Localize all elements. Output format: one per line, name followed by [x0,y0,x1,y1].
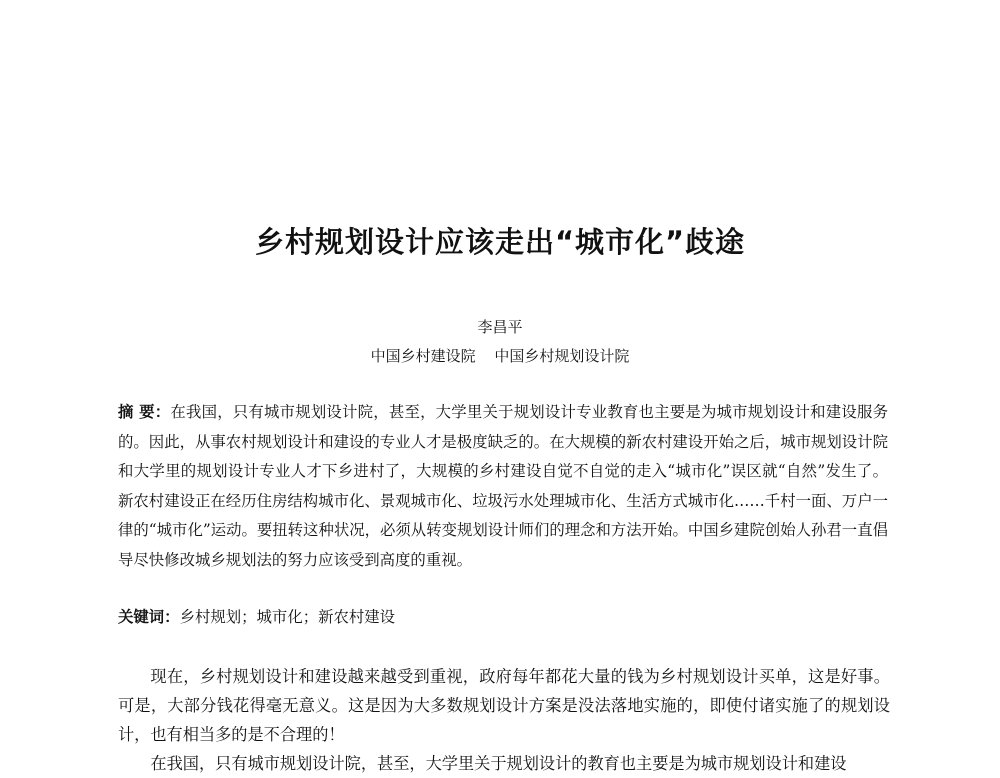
body-paragraph: 现在，乡村规划设计和建设越来越受到重视，政府每年都花大量的钱为乡村规划设计买单，这是好事。可是，大部分钱花得毫无意义。这是因为大多数规划设计方案是没法落地实施的，即使付诸实施了的规划设计，也有相当多的是不合理的！ [118,667,890,744]
article-title: 乡村规划设计应该走出“城市化”歧途 [254,225,746,259]
abstract [118,398,888,575]
article-body [118,662,890,778]
body-paragraph: 在我国，只有城市规划设计院，甚至，大学里关于规划设计的教育也主要是为城市规划设计和建设 [150,754,847,773]
keywords-text: 乡村规划；城市化；新农村建设 [179,608,396,626]
keywords [118,605,888,627]
abstract-text: 在我国，只有城市规划设计院，甚至，大学里关于规划设计专业教育也主要是为城市规划设计和建设服务的。因此，从事农村规划设计和建设的专业人才是极度缺乏的。在大规模的新农村建设开始之后，城市规划设计院和大学里的规划设计专业人才下乡进村了，大规模的乡村建设自觉不自觉的走入“城市化”误区就“自然”发生了。新农村建设正在经历住房结构城市化、景观城市化、垃圾污水处理城市化、生活方式城市化……千村一面、万户一律的“城市化”运动。要扭转这种状况，必须从转变规划设计师们的理念和方法开始。中国乡建院创始人孙君一直倡导尽快修改城乡规划法的努力应该受到高度的重视。 [118,403,888,569]
author-name: 李昌平 [477,318,523,336]
author-affiliations: 中国乡村建设院 中国乡村规划设计院 [370,347,630,365]
keywords-label: 关键词： [118,608,180,626]
abstract-label: 摘 要： [118,403,171,421]
